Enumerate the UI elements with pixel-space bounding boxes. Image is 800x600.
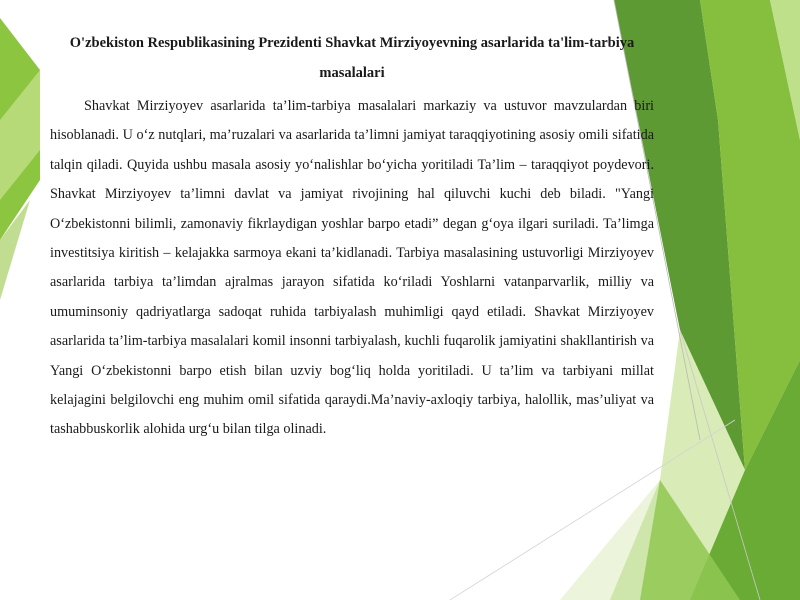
document-body: Shavkat Mirziyoyev asarlarida ta’lim-tarbiya masalalari markaziy va ustuvor mavzulardan biri hisoblanadi. U o‘z nutqlari, ma’ruzalari va asarlarida ta’limni jamiyat taraqqiyotining asosiy omili sifatida talqin qiladi. Quyida ushbu masala asosiy yo‘nalishlar bo‘yicha yoritiladi Ta’lim – taraqqiyot poydevori. Shavkat Mirziyoyev ta’limni davlat va jamiyat rivojining hal qiluvchi kuchi deb biladi. "Yangi O‘zbekistonni bilimli, zamonaviy fikrlaydigan yoshlar barpo etadi” degan g‘oya ilgari suriladi. Ta’limga investitsiya kiritish – kelajakka sarmoya ekani ta’kidlanadi. Tarbiya masalasining ustuvorligi Mirziyoyev asarlarida tarbiya ta’limdan ajralmas jarayon sifatida ko‘riladi Yoshlarni vatanparvarlik, milliy va umuminsoniy qadriyatlarga sadoqat ruhida tarbiyalash muhimligi qayd etiladi. Shavkat Mirziyoyev asarlarida ta’lim-tarbiya masalalari komil insonni tarbiyalash, kuchli fuqarolik jamiyatini shakllantirish va Yangi O‘zbekistonni barpo etish bilan uzviy bog‘liq holda yoritiladi. U ta’lim va tarbiyani millat kelajagini belgilovchi eng muhim omil sifatida qaraydi.Ma’naviy-axloqiy tarbiya, halollik, mas’uliyat va tashabbuskorlik alohida urg‘u bilan tilga olinadi. (50, 98, 654, 438)
document-content (50, 28, 654, 445)
document-title: O'zbekiston Respublikasining Prezidenti Shavkat Mirziyoyevning asarlarida ta'lim-tarbiya masalalari (69, 35, 635, 81)
